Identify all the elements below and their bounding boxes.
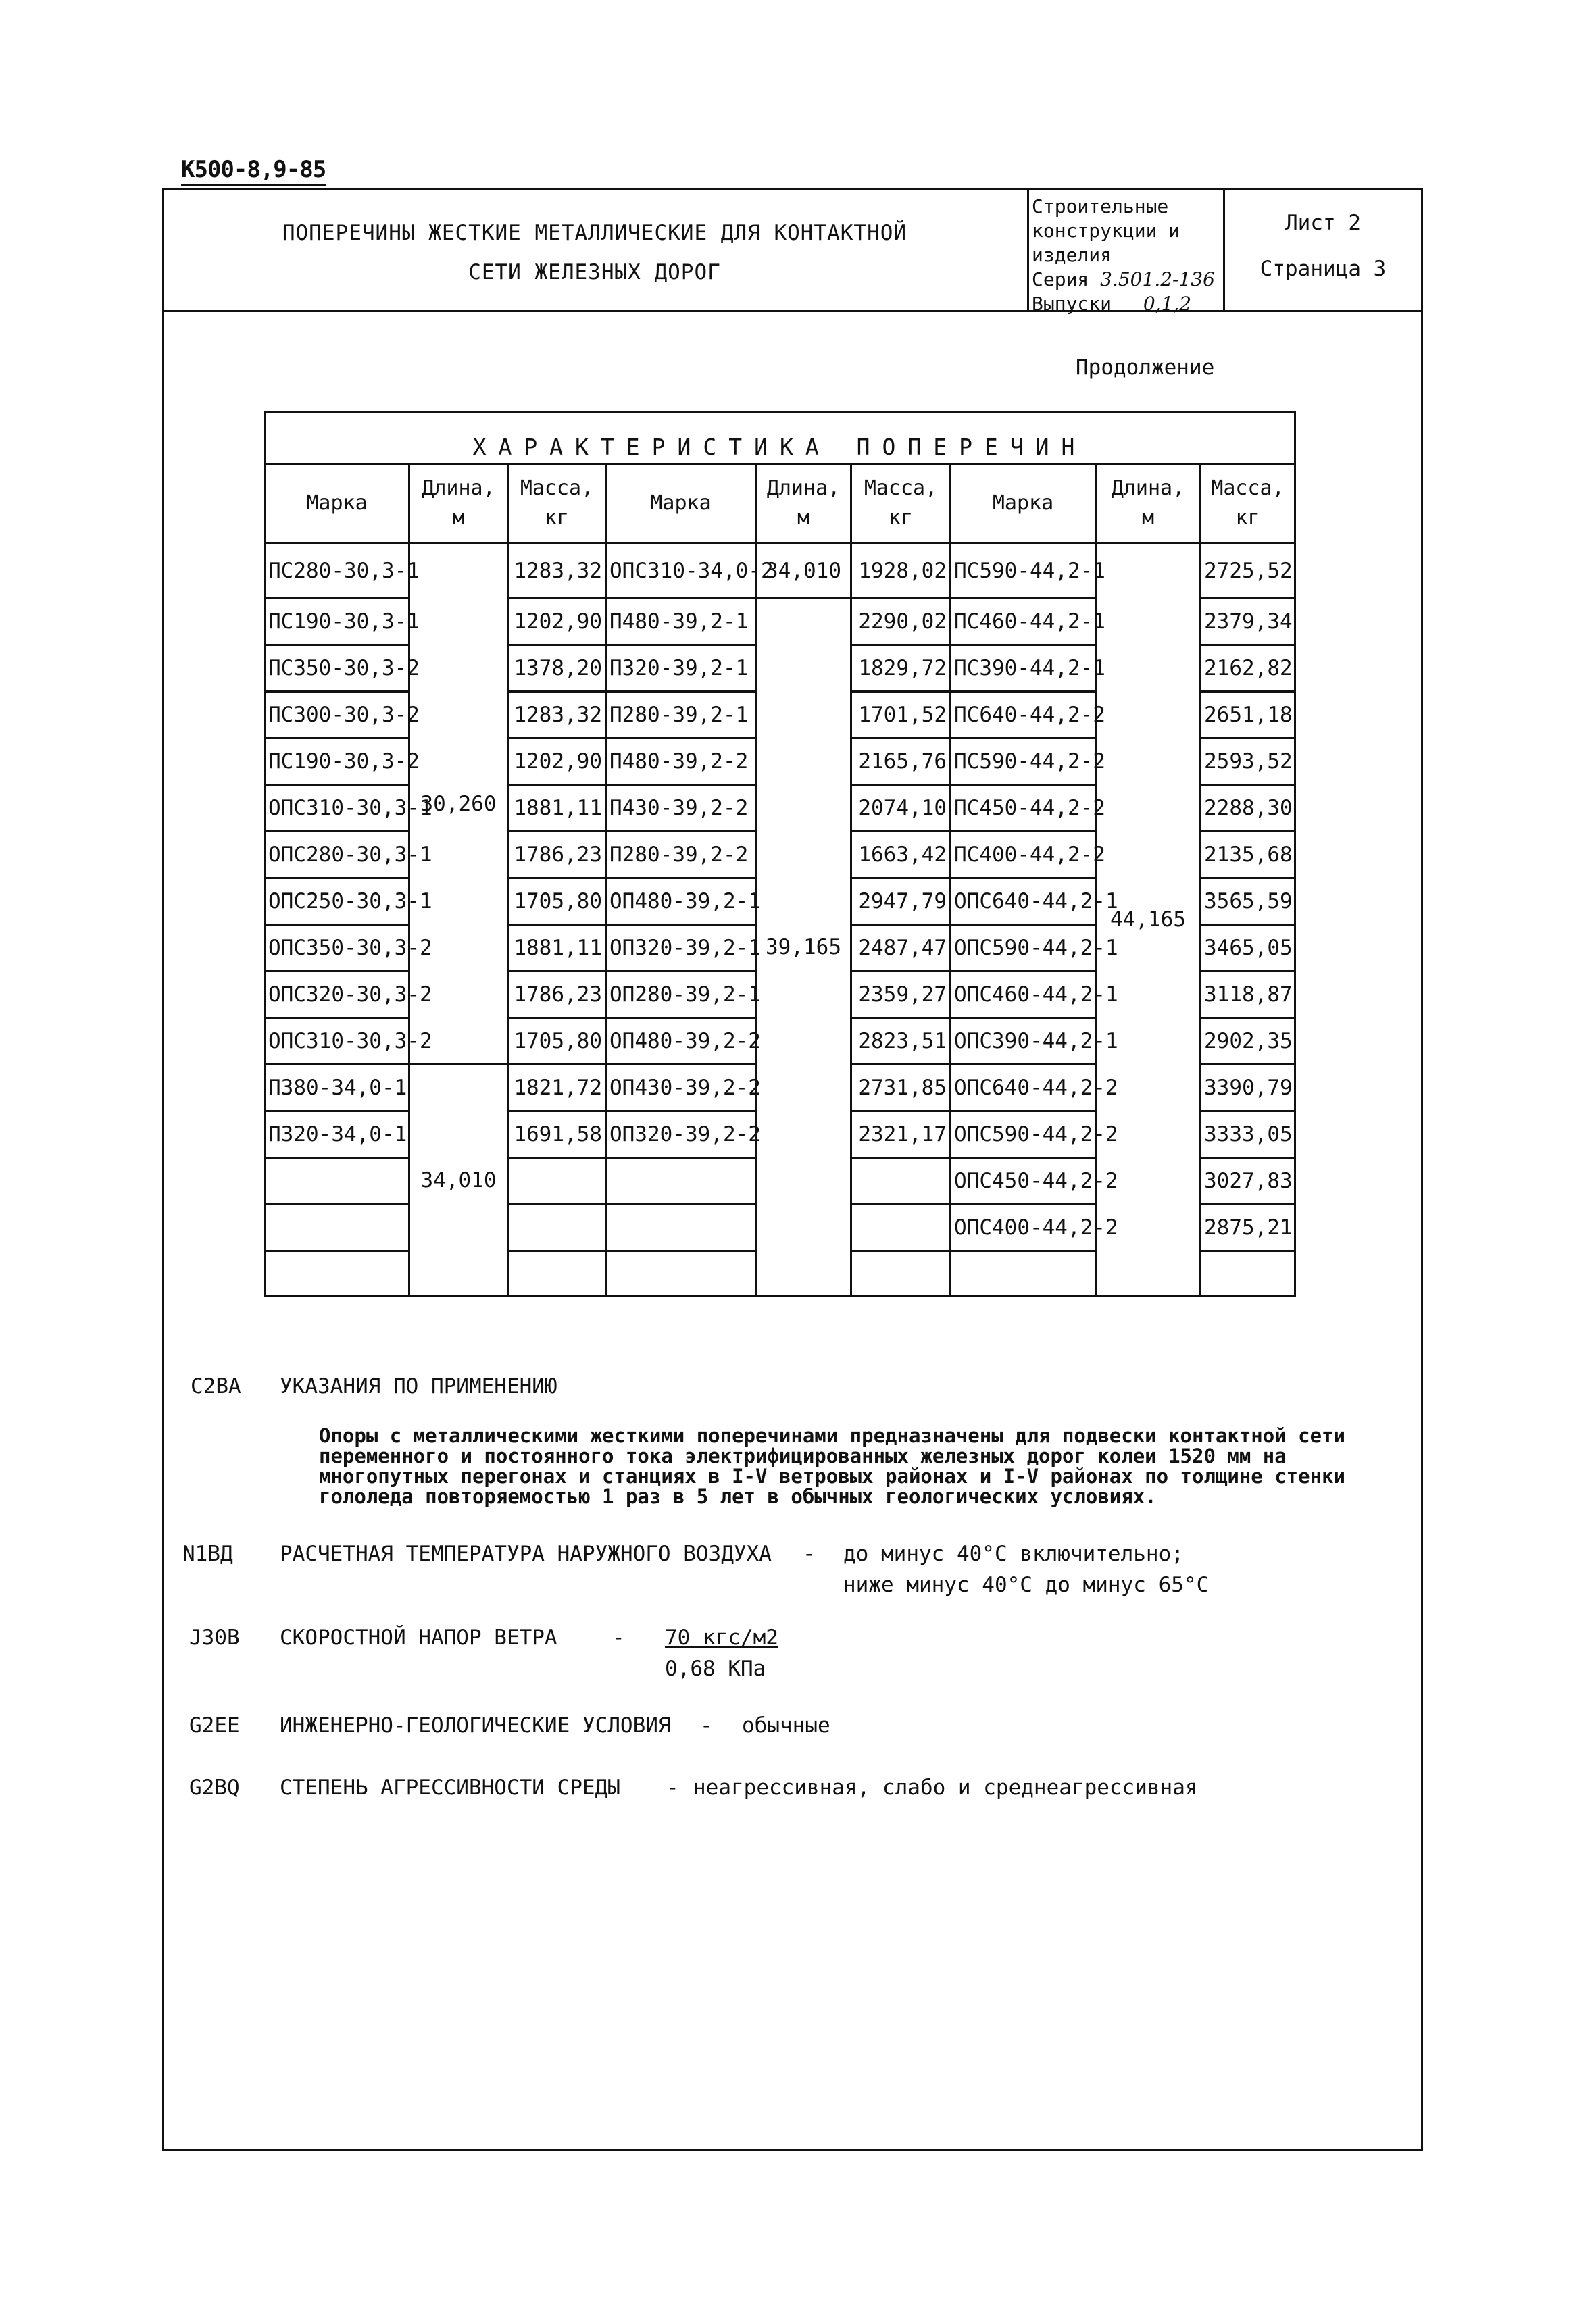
wind-label: СКОРОСТНОЙ НАПОР ВЕТРА — [280, 1626, 557, 1650]
mass-cell: 2135,68 — [1201, 832, 1295, 878]
header-length-3 — [1096, 464, 1201, 543]
mark-cell: ОПС310-30,3-2 — [265, 1018, 409, 1065]
code-g2bq: G2ВQ — [189, 1776, 240, 1800]
mark-cell: ПС350-30,3-2 — [265, 645, 409, 692]
mark-cell: ОП480-39,2-2 — [606, 1018, 756, 1065]
sheet-number: Лист 2 — [1285, 211, 1361, 235]
crossbar-characteristics-table — [264, 411, 1296, 1297]
mass-cell: 2875,21 — [1201, 1205, 1295, 1251]
mass-cell — [508, 1251, 606, 1297]
title-line-1: ПОПЕРЕЧИНЫ ЖЕСТКИЕ МЕТАЛЛИЧЕСКИЕ ДЛЯ КОНТАКТНОЙ — [282, 221, 907, 245]
geology-dash: - — [700, 1713, 713, 1738]
series-cell — [1029, 188, 1225, 315]
mass-cell: 2288,30 — [1201, 785, 1295, 832]
mark-cell: ОП320-39,2-2 — [606, 1111, 756, 1158]
mark-cell: ОПС640-44,2-2 — [951, 1065, 1096, 1111]
mark-cell: ПС190-30,3-1 — [265, 599, 409, 645]
mark-cell: ПС460-44,2-1 — [951, 599, 1096, 645]
mass-cell: 3465,05 — [1201, 925, 1295, 972]
wind-dash: - — [612, 1626, 625, 1650]
mass-cell: 2731,85 — [851, 1065, 951, 1111]
mark-cell: ОПС320-30,3-2 — [265, 972, 409, 1018]
mass-cell: 1705,80 — [508, 1018, 606, 1065]
mass-cell: 3565,59 — [1201, 878, 1295, 925]
mark-cell: ОП480-39,2-1 — [606, 878, 756, 925]
mark-cell — [606, 1205, 756, 1251]
mass-cell: 1928,02 — [851, 543, 951, 599]
mark-cell: ПС400-44,2-2 — [951, 832, 1096, 878]
mass-cell: 2947,79 — [851, 878, 951, 925]
header-length-3-l1: Длина, — [1111, 476, 1185, 500]
aggressiveness-value: неагрессивная, слабо и среднеагрессивная — [693, 1776, 1198, 1800]
header-mass-3-l1: Масса, — [1211, 476, 1285, 500]
mark-cell: ПС390-44,2-1 — [951, 645, 1096, 692]
mark-cell: П320-39,2-1 — [606, 645, 756, 692]
mark-cell: ПС640-44,2-2 — [951, 692, 1096, 738]
mark-cell: ОП320-39,2-1 — [606, 925, 756, 972]
table-caption: ХАРАКТЕРИСТИКА ПОПЕРЕЧИН — [265, 412, 1295, 464]
mark-cell: ОПС390-44,2-1 — [951, 1018, 1096, 1065]
aggressiveness-dash: - — [666, 1776, 679, 1800]
mark-cell: ОПС450-44,2-2 — [951, 1158, 1096, 1205]
header-mass-3 — [1201, 464, 1295, 543]
title-line-2: СЕТИ ЖЕЛЕЗНЫХ ДОРОГ — [468, 260, 721, 284]
series-value: 3.501.2-136 — [1100, 268, 1215, 291]
series-line-3: изделия — [1032, 244, 1112, 266]
mark-cell: ОПС250-30,3-1 — [265, 878, 409, 925]
mark-cell: П480-39,2-2 — [606, 738, 756, 785]
mark-cell: ОПС310-34,0-2 — [606, 543, 756, 599]
mark-cell: П430-39,2-2 — [606, 785, 756, 832]
header-mass-1-l2: кг — [544, 506, 570, 530]
code-g2ee: G2ЕЕ — [189, 1713, 240, 1738]
geology-value: обычные — [742, 1713, 830, 1738]
header-mark-1: Марка — [265, 464, 409, 543]
mark-cell: ОПС460-44,2-1 — [951, 972, 1096, 1018]
mass-cell: 3390,79 — [1201, 1065, 1295, 1111]
mark-cell: ПС590-44,2-2 — [951, 738, 1096, 785]
mark-cell: ОПС590-44,2-2 — [951, 1111, 1096, 1158]
mass-cell: 2074,10 — [851, 785, 951, 832]
mark-cell: ОП280-39,2-1 — [606, 972, 756, 1018]
mass-cell: 2379,34 — [1201, 599, 1295, 645]
mass-cell: 2725,52 — [1201, 543, 1295, 599]
mass-cell — [851, 1251, 951, 1297]
mark-cell: ПС300-30,3-2 — [265, 692, 409, 738]
mark-cell — [606, 1251, 756, 1297]
header-length-1-l2: м — [452, 506, 465, 530]
mass-cell: 2321,17 — [851, 1111, 951, 1158]
wind-value-1: 70 кгс/м2 — [665, 1626, 778, 1650]
mark-cell — [951, 1251, 1096, 1297]
length-group-34010-a: 34,010 — [409, 1065, 508, 1297]
mass-cell: 1705,80 — [508, 878, 606, 925]
mass-cell: 3118,87 — [1201, 972, 1295, 1018]
header-length-1-l1: Длина, — [422, 476, 495, 500]
header-length-2-l1: Длина, — [766, 476, 841, 500]
header-length-2 — [756, 464, 851, 543]
table-row — [265, 543, 1295, 599]
mass-cell: 1881,11 — [508, 925, 606, 972]
issues-value: 0,1,2 — [1143, 293, 1192, 315]
mass-cell: 1821,72 — [508, 1065, 606, 1111]
mark-cell — [606, 1158, 756, 1205]
mass-cell: 2902,35 — [1201, 1018, 1295, 1065]
mark-cell: П280-39,2-2 — [606, 832, 756, 878]
mass-cell: 2593,52 — [1201, 738, 1295, 785]
mark-cell: ПС590-44,2-1 — [951, 543, 1096, 599]
header-mass-1-l1: Масса, — [520, 476, 594, 500]
mark-cell: П380-34,0-1 — [265, 1065, 409, 1111]
header-length-3-l2: м — [1141, 506, 1155, 530]
continued-label: Продолжение — [1076, 355, 1215, 380]
mass-cell: 1202,90 — [508, 738, 606, 785]
mark-cell: ОПС350-30,3-2 — [265, 925, 409, 972]
mass-cell: 1691,58 — [508, 1111, 606, 1158]
issues-label: Выпуски — [1032, 293, 1112, 315]
mass-cell: 1786,23 — [508, 972, 606, 1018]
mark-cell: ОПС280-30,3-1 — [265, 832, 409, 878]
mass-cell: 2651,18 — [1201, 692, 1295, 738]
mark-cell: ОПС310-30,3-1 — [265, 785, 409, 832]
mark-cell: ОП430-39,2-2 — [606, 1065, 756, 1111]
header-mass-1 — [508, 464, 606, 543]
mass-cell: 1283,32 — [508, 692, 606, 738]
sheet-cell — [1225, 188, 1421, 310]
mass-cell: 2823,51 — [851, 1018, 951, 1065]
mass-cell: 2290,02 — [851, 599, 951, 645]
page-number: Страница 3 — [1260, 257, 1387, 281]
series-line-5 — [1032, 292, 1223, 316]
mark-cell: П280-39,2-1 — [606, 692, 756, 738]
mass-cell — [508, 1158, 606, 1205]
series-line-1: Строительные — [1032, 195, 1169, 218]
mass-cell: 2165,76 — [851, 738, 951, 785]
instructions-heading: УКАЗАНИЯ ПО ПРИМЕНЕНИЮ — [280, 1374, 557, 1399]
temperature-value-2: ниже минус 40°С до минус 65°С — [843, 1573, 1210, 1597]
mass-cell — [1201, 1251, 1295, 1297]
header-mass-2 — [851, 464, 951, 543]
mass-cell: 1881,11 — [508, 785, 606, 832]
series-label: Серия — [1032, 268, 1089, 291]
title-block — [162, 188, 1423, 315]
document-title — [162, 188, 1029, 310]
mark-cell: ПС450-44,2-2 — [951, 785, 1096, 832]
mass-cell: 1378,20 — [508, 645, 606, 692]
mass-cell: 1786,23 — [508, 832, 606, 878]
header-mark-2: Марка — [606, 464, 756, 543]
mark-cell: ПС190-30,3-2 — [265, 738, 409, 785]
mass-cell — [508, 1205, 606, 1251]
header-length-1 — [409, 464, 508, 543]
mass-cell: 1202,90 — [508, 599, 606, 645]
mark-cell: П480-39,2-1 — [606, 599, 756, 645]
mark-cell: ОПС400-44,2-2 — [951, 1205, 1096, 1251]
mass-cell: 3027,83 — [1201, 1158, 1295, 1205]
header-mass-2-l2: кг — [888, 506, 914, 530]
aggressiveness-label: СТЕПЕНЬ АГРЕССИВНОСТИ СРЕДЫ — [280, 1776, 620, 1800]
mass-cell: 2162,82 — [1201, 645, 1295, 692]
length-group-39165: 39,165 — [756, 599, 851, 1297]
mark-cell: ОПС640-44,2-1 — [951, 878, 1096, 925]
instructions-paragraph: Опоры с металлическими жесткими поперечинами предназначены для подвески контактной сети переменного и постоянного тока электрифицированных железных дорог колеи 1520 мм на многопутных перегонах и станциях в I-V ветровых районах и I-V районах по толщине стенки гололеда повторяемостью 1 раз в 5 лет в обычных геологических условиях. — [319, 1424, 1345, 1508]
length-group-30260: 30,260 — [409, 543, 508, 1065]
mass-cell: 2359,27 — [851, 972, 951, 1018]
code-n1vd: N1ВД — [182, 1542, 233, 1566]
table-body — [265, 543, 1295, 1297]
mass-cell — [851, 1205, 951, 1251]
mass-cell: 2487,47 — [851, 925, 951, 972]
length-34010-b: 34,010 — [756, 543, 851, 599]
series-line-2: конструкции и — [1032, 220, 1180, 242]
temperature-label: РАСЧЕТНАЯ ТЕМПЕРАТУРА НАРУЖНОГО ВОЗДУХА — [280, 1542, 772, 1566]
mark-cell: ОПС590-44,2-1 — [951, 925, 1096, 972]
mark-cell: ПС280-30,3-1 — [265, 543, 409, 599]
mark-cell: П320-34,0-1 — [265, 1111, 409, 1158]
mark-cell — [265, 1158, 409, 1205]
code-c2ba: С2ВА — [191, 1374, 241, 1399]
geology-label: ИНЖЕНЕРНО-ГЕОЛОГИЧЕСКИЕ УСЛОВИЯ — [280, 1713, 671, 1738]
document-code: К500-8,9-85 — [181, 157, 326, 186]
wind-value-2: 0,68 КПа — [665, 1657, 766, 1681]
length-group-44165: 44,165 — [1096, 543, 1201, 1297]
header-mass-2-l1: Масса, — [864, 476, 938, 500]
code-j30v: J30В — [189, 1626, 240, 1650]
mark-cell — [265, 1251, 409, 1297]
mass-cell: 1663,42 — [851, 832, 951, 878]
header-mass-3-l2: кг — [1235, 506, 1260, 530]
mass-cell: 1829,72 — [851, 645, 951, 692]
mark-cell — [265, 1205, 409, 1251]
series-line-4 — [1032, 268, 1223, 292]
header-length-2-l2: м — [797, 506, 810, 530]
mass-cell: 1283,32 — [508, 543, 606, 599]
temperature-dash: - — [803, 1542, 816, 1566]
temperature-value-1: до минус 40°С включительно; — [843, 1542, 1184, 1566]
mass-cell: 3333,05 — [1201, 1111, 1295, 1158]
mass-cell: 1701,52 — [851, 692, 951, 738]
mass-cell — [851, 1158, 951, 1205]
header-mark-3: Марка — [951, 464, 1096, 543]
